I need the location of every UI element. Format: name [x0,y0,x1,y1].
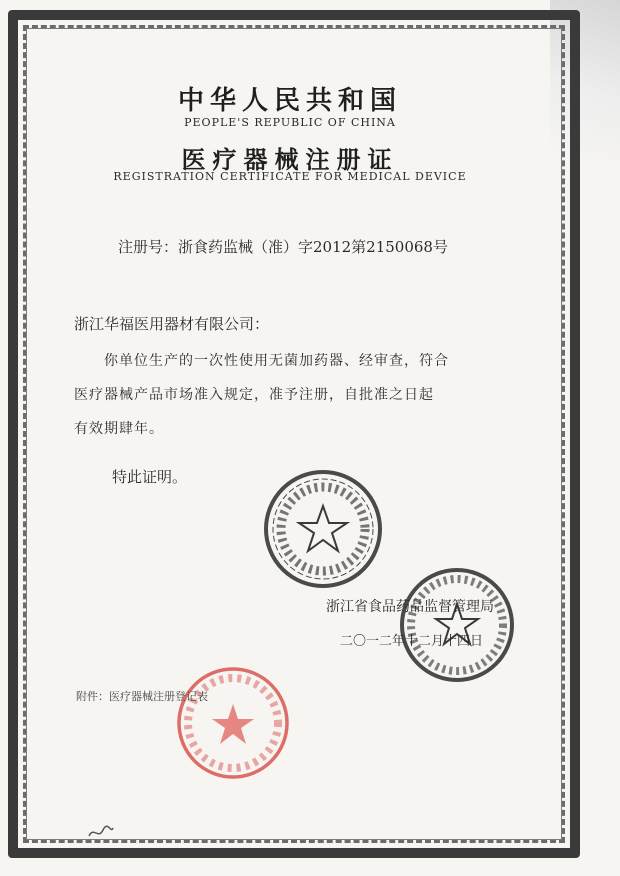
body-line-2: 医疗器械产品市场准入规定，准予注册，自批准之日起 [74,387,434,403]
pen-mark-icon [86,822,116,844]
attachment-note: 附件：医疗器械注册登记表 [76,690,208,703]
issuing-authority: 浙江省食品药品监督管理局 [326,599,494,615]
issuer-seal-icon [398,566,516,684]
issue-date: 二〇一二年十二月十四日 [340,634,484,649]
body-line-1: 你单位生产的一次性使用无菌加药器、经审查，符合 [104,353,449,369]
country-title-en: PEOPLE'S REPUBLIC OF CHINA [184,116,396,129]
recipient-company: 浙江华福医用器材有限公司： [74,315,270,333]
certificate-title-cn: 医疗器械注册证 [181,145,399,174]
country-title-cn: 中华人民共和国 [177,86,402,116]
closing-statement: 特此证明。 [112,468,188,486]
body-line-3: 有效期肆年。 [74,421,164,437]
company-red-seal-icon [174,664,292,782]
official-seal-icon [262,468,384,590]
registration-number: 注册号：浙食药监械（准）字2012第2150068号 [118,238,448,256]
certificate-title-en: REGISTRATION CERTIFICATE FOR MEDICAL DEVICE [113,170,467,183]
